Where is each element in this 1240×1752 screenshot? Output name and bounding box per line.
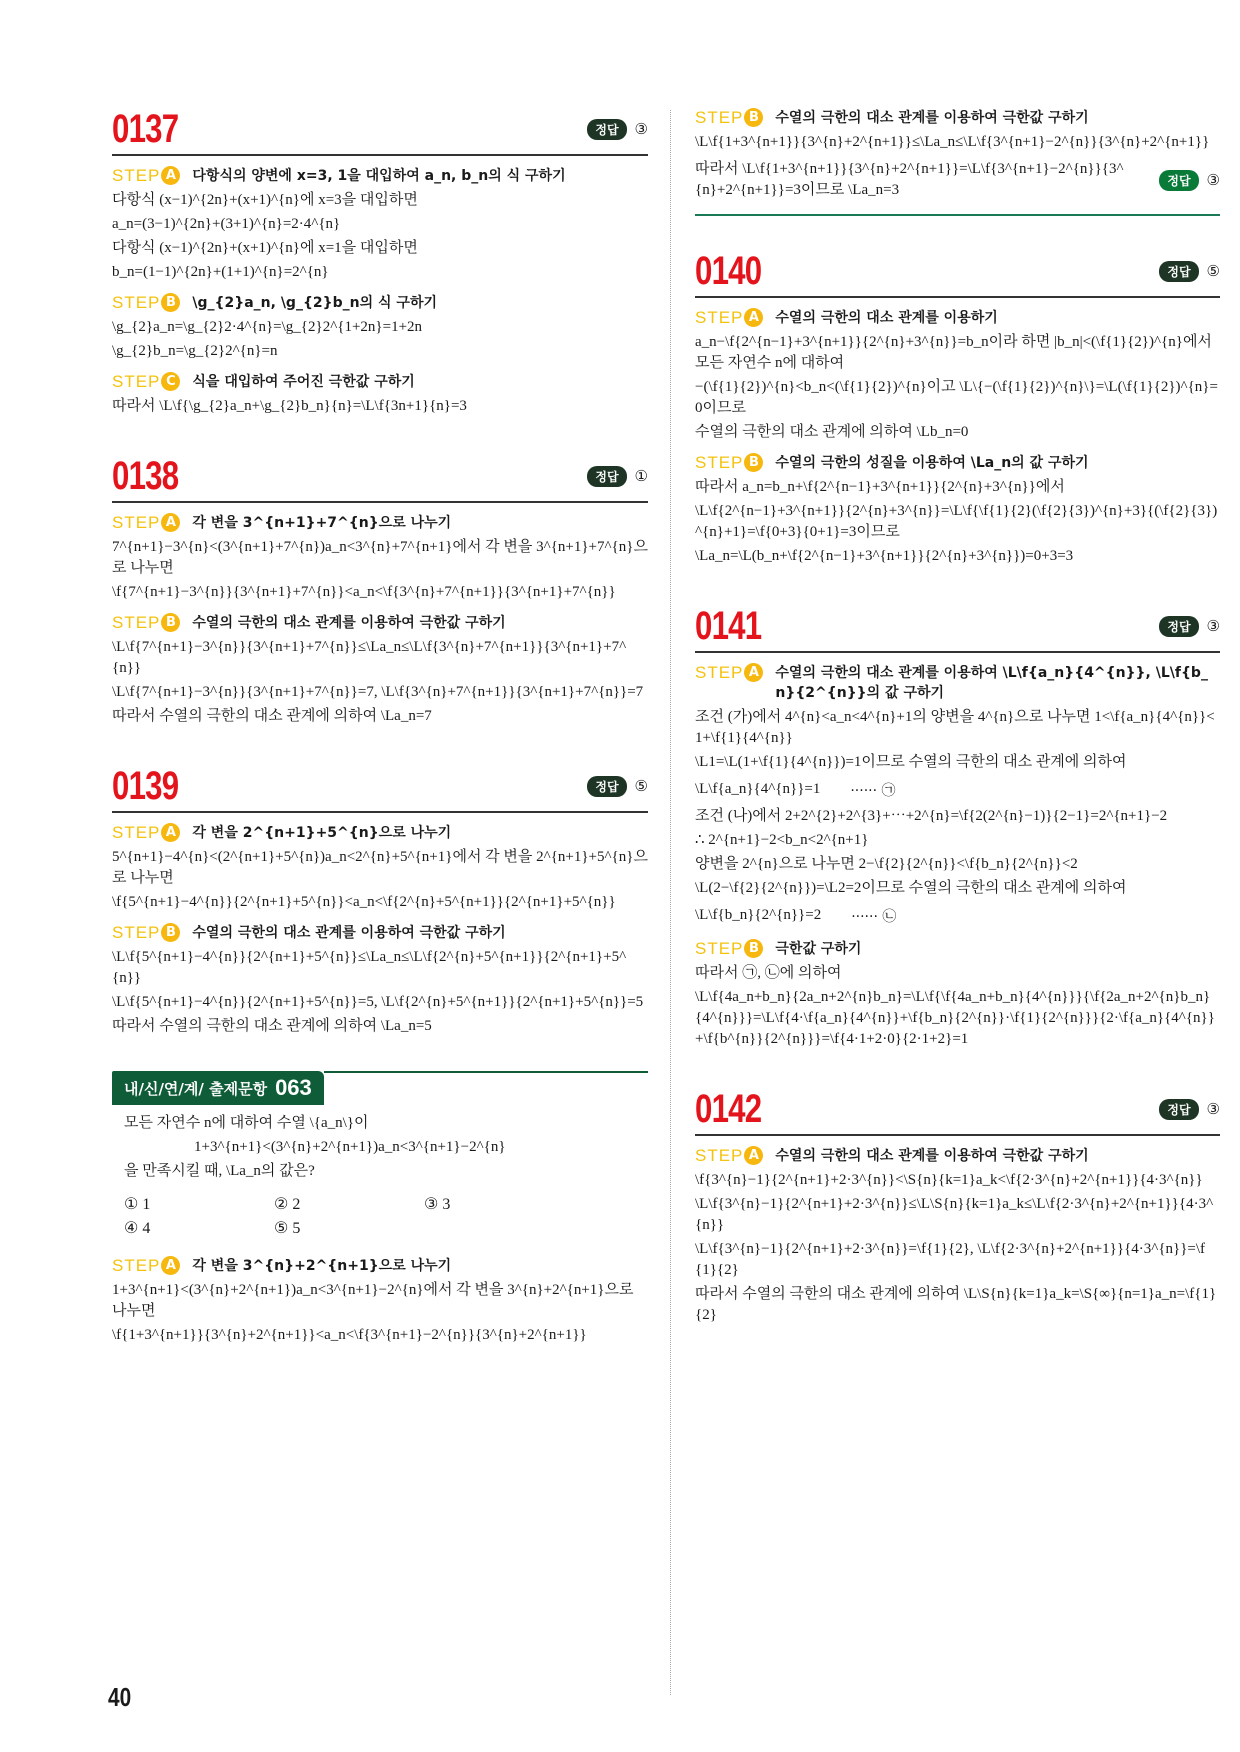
step-title: 각 변을 3^{n}+2^{n+1}으로 나누기 — [192, 1258, 452, 1274]
problem-number: 0138 — [112, 453, 179, 498]
step-word: STEP — [112, 823, 161, 842]
problem-header — [695, 1084, 1220, 1136]
solution-line: \L\f{a_n}{4^{n}}=1 — [695, 781, 821, 797]
linked-problem-banner-row — [112, 1071, 648, 1105]
solution-line: \L\f{1+3^{n+1}}{3^{n}+2^{n+1}}≤\La_n≤\L\f{3^{n+1}−2^{n}}{3^{n}+2^{n+1}} — [695, 134, 1210, 150]
problem-header — [695, 246, 1220, 298]
answer-badge — [1159, 170, 1220, 191]
banner-label: 내/신/연/계/ 출제문항 — [124, 1079, 268, 1098]
step-letter: A — [161, 513, 180, 532]
answer-value: ① — [634, 467, 648, 485]
answer-label: 정답 — [1159, 170, 1198, 191]
answer-options — [124, 1194, 648, 1238]
solution-line: 따라서 ㉠, ㉡에 의하여 — [695, 965, 842, 981]
step-title: 수열의 극한의 대소 관계를 이용하여 극한값 구하기 — [775, 110, 1089, 126]
step-letter: A — [744, 1146, 763, 1165]
step-letter: B — [744, 108, 763, 127]
solution-line: 수열의 극한의 대소 관계에 의하여 \Lb_n=0 — [695, 424, 969, 440]
solution-line: ∴ 2^{n+1}−2<b_n<2^{n+1} — [695, 832, 869, 848]
answer-badge — [1159, 1099, 1220, 1120]
solution-line: −(\f{1}{2})^{n}<b_n<(\f{1}{2})^{n}이고 \L\{−(\f{1}{2})^{n}\}=\L(\f{1}{2})^{n}=0이므로 — [695, 379, 1218, 416]
answer-label: 정답 — [587, 776, 626, 797]
solution-line: \L1=\L(1+\f{1}{4^{n}})=1이므로 수열의 극한의 대소 관계에 의하여 — [695, 754, 1127, 770]
answer-value: ③ — [1206, 171, 1220, 189]
step-header — [695, 308, 1220, 328]
solution-line: \L\f{7^{n+1}−3^{n}}{3^{n+1}+7^{n}}=7, \L\f{3^{n}+7^{n+1}}{3^{n+1}+7^{n}}=7 — [112, 684, 644, 700]
equation-marker: ······ ㉠ — [850, 782, 896, 799]
answer-label: 정답 — [587, 466, 626, 487]
step-header — [112, 372, 648, 392]
right-column — [695, 104, 1220, 1360]
step-letter: A — [161, 166, 180, 185]
problem-0142 — [695, 1084, 1220, 1326]
problem-header — [112, 451, 648, 503]
solution-line: b_n=(1−1)^{2n}+(1+1)^{n}=2^{n} — [112, 264, 329, 280]
solution-line: 따라서 \L\f{\g_{2}a_n+\g_{2}b_n}{n}=\L\f{3n+1}{n}=3 — [112, 398, 467, 414]
solution-line: \L\f{3^{n}−1}{2^{n+1}+2·3^{n}}=\f{1}{2}, \L\f{2·3^{n}+2^{n+1}}{4·3^{n}}=\f{1}{2} — [695, 1241, 1206, 1278]
answer-value: ⑤ — [1206, 262, 1220, 280]
solution-line: 따라서 \L\f{1+3^{n+1}}{3^{n}+2^{n+1}}=\L\f{3^{n+1}−2^{n}}{3^{n}+2^{n+1}}=3이므로 \La_n=3 — [695, 161, 1124, 198]
step-title: 각 변을 2^{n+1}+5^{n}으로 나누기 — [192, 825, 452, 841]
solution-line: 조건 (나)에서 2+2^{2}+2^{3}+⋯+2^{n}=\f{2(2^{n}−1)}{2−1}=2^{n+1}−2 — [695, 808, 1168, 824]
solution-line: 1+3^{n+1}<(3^{n}+2^{n+1})a_n<3^{n+1}−2^{n}에서 각 변을 3^{n}+2^{n+1}으로 나누면 — [112, 1282, 634, 1319]
answer-badge — [587, 776, 648, 797]
solution-line: \La_n=\L(b_n+\f{2^{n−1}+3^{n+1}}{2^{n}+3^{n}})=0+3=3 — [695, 548, 1074, 564]
step-title: 극한값 구하기 — [775, 941, 862, 957]
solution-line: \f{7^{n+1}−3^{n}}{3^{n+1}+7^{n}}<a_n<\f{3^{n}+7^{n+1}}{3^{n+1}+7^{n}} — [112, 584, 616, 600]
step-letter: B — [161, 293, 180, 312]
option-5: ⑤ 5 — [274, 1220, 301, 1237]
step-header — [112, 513, 648, 533]
banner-number: 063 — [275, 1075, 312, 1100]
problem-0138 — [112, 451, 648, 727]
column-divider — [670, 110, 671, 1695]
solution-line: 양변을 2^{n}으로 나누면 2−\f{2}{2^{n}}<\f{b_n}{2^{n}}<2 — [695, 856, 1078, 872]
option-4: ④ 4 — [124, 1220, 151, 1237]
step-title: \g_{2}a_n, \g_{2}b_n의 식 구하기 — [192, 295, 437, 311]
step-title: 수열의 극한의 성질을 이용하여 \La_n의 값 구하기 — [775, 455, 1089, 471]
solution-line: \L\f{b_n}{2^{n}}=2 — [695, 907, 822, 923]
step-title: 다항식의 양변에 x=3, 1을 대입하여 a_n, b_n의 식 구하기 — [192, 168, 566, 184]
problem-number: 0139 — [112, 763, 179, 808]
step-letter: C — [161, 372, 180, 391]
linked-problem-063-continued — [695, 108, 1220, 216]
solution-line: 따라서 수열의 극한의 대소 관계에 의하여 \La_n=5 — [112, 1018, 432, 1034]
option-1: ① 1 — [124, 1196, 151, 1213]
problem-header — [112, 104, 648, 156]
step-title: 수열의 극한의 대소 관계를 이용하여 극한값 구하기 — [775, 1148, 1089, 1164]
solution-line: 다항식 (x−1)^{2n}+(x+1)^{n}에 x=1을 대입하면 — [112, 240, 418, 256]
solution-line: \L\f{2^{n−1}+3^{n+1}}{2^{n}+3^{n}}=\L\f{\f{1}{2}(\f{2}{3})^{n}+3}{(\f{2}{3})^{n}+1}=\f{0+3}{0+1}=3이므로 — [695, 503, 1218, 540]
step-word: STEP — [112, 166, 161, 185]
question-line: 을 만족시킬 때, \La_n의 값은? — [124, 1163, 315, 1179]
step-title: 식을 대입하여 주어진 극한값 구하기 — [192, 374, 415, 390]
answer-value: ③ — [1206, 1100, 1220, 1118]
marked-line-row — [695, 776, 1220, 803]
solution-line: 조건 (가)에서 4^{n}<a_n<4^{n}+1의 양변을 4^{n}으로 나누면 1<\f{a_n}{4^{n}}<1+\f{1}{4^{n}} — [695, 709, 1215, 746]
solution-line: a_n=(3−1)^{2n}+(3+1)^{n}=2·4^{n} — [112, 216, 341, 232]
step-word: STEP — [112, 372, 161, 391]
solution-line: 따라서 수열의 극한의 대소 관계에 의하여 \La_n=7 — [112, 708, 432, 724]
step-word: STEP — [695, 108, 744, 127]
step-header — [112, 613, 648, 633]
step-letter: B — [744, 453, 763, 472]
solution-line: \f{3^{n}−1}{2^{n+1}+2·3^{n}}<\S{n}{k=1}a_k<\f{2·3^{n}+2^{n+1}}{4·3^{n}} — [695, 1172, 1203, 1188]
solution-line: 다항식 (x−1)^{2n}+(x+1)^{n}에 x=3을 대입하면 — [112, 192, 418, 208]
solution-line: \g_{2}b_n=\g_{2}2^{n}=n — [112, 343, 278, 359]
solution-line: 따라서 수열의 극한의 대소 관계에 의하여 \L\S{n}{k=1}a_k=\S{∞}{n=1}a_n=\f{1}{2} — [695, 1286, 1217, 1323]
step-header — [695, 1146, 1220, 1166]
step-header — [695, 939, 1220, 959]
answer-label: 정답 — [1159, 261, 1198, 282]
linked-problem-063 — [112, 1071, 648, 1346]
option-3: ③ 3 — [424, 1196, 451, 1213]
solution-line: 7^{n+1}−3^{n}<(3^{n+1}+7^{n})a_n<3^{n}+7^{n+1}에서 각 변을 3^{n+1}+7^{n}으로 나누면 — [112, 539, 648, 576]
step-word: STEP — [695, 1146, 744, 1165]
step-letter: A — [161, 823, 180, 842]
problem-header — [695, 601, 1220, 653]
linked-problem-banner — [112, 1071, 324, 1105]
answer-value: ⑤ — [634, 777, 648, 795]
answer-badge — [1159, 616, 1220, 637]
step-letter: A — [744, 663, 763, 682]
page-number: 40 — [108, 1682, 132, 1712]
answer-badge — [587, 119, 648, 140]
left-column — [112, 104, 648, 1380]
solution-line: \L\f{5^{n+1}−4^{n}}{2^{n+1}+5^{n}}≤\La_n≤\L\f{2^{n}+5^{n+1}}{2^{n+1}+5^{n}} — [112, 949, 627, 986]
step-header — [112, 293, 648, 313]
step-header — [112, 823, 648, 843]
solution-line: \f{1+3^{n+1}}{3^{n}+2^{n+1}}<a_n<\f{3^{n+1}−2^{n}}{3^{n}+2^{n+1}} — [112, 1327, 587, 1343]
step-word: STEP — [112, 513, 161, 532]
step-word: STEP — [695, 453, 744, 472]
solution-line: 5^{n+1}−4^{n}<(2^{n+1}+5^{n})a_n<2^{n}+5^{n+1}에서 각 변을 2^{n+1}+5^{n}으로 나누면 — [112, 849, 648, 886]
solution-line: \L\f{5^{n+1}−4^{n}}{2^{n+1}+5^{n}}=5, \L\f{2^{n}+5^{n+1}}{2^{n+1}+5^{n}}=5 — [112, 994, 644, 1010]
step-header — [112, 166, 648, 186]
section-rule — [695, 214, 1220, 216]
problem-number: 0142 — [695, 1086, 762, 1131]
solution-line: \L\f{3^{n}−1}{2^{n+1}+2·3^{n}}≤\L\S{n}{k=1}a_k≤\L\f{2·3^{n}+2^{n+1}}{4·3^{n}} — [695, 1196, 1214, 1233]
answer-badge — [587, 466, 648, 487]
step-letter: B — [744, 939, 763, 958]
step-word: STEP — [112, 613, 161, 632]
solution-line: \f{5^{n+1}−4^{n}}{2^{n+1}+5^{n}}<a_n<\f{2^{n}+5^{n+1}}{2^{n+1}+5^{n}} — [112, 894, 616, 910]
solution-line: a_n−\f{2^{n−1}+3^{n+1}}{2^{n}+3^{n}}=b_n이라 하면 |b_n|<(\f{1}{2})^{n}에서 모든 자연수 n에 대하여 — [695, 334, 1212, 371]
problem-0141 — [695, 601, 1220, 1050]
solution-line: \g_{2}a_n=\g_{2}2·4^{n}=\g_{2}2^{1+2n}=1+2n — [112, 319, 423, 335]
answer-value: ③ — [634, 120, 648, 138]
step-title: 수열의 극한의 대소 관계를 이용하여 극한값 구하기 — [192, 615, 506, 631]
problem-number: 0137 — [112, 106, 179, 151]
step-word: STEP — [112, 1256, 161, 1275]
option-2: ② 2 — [274, 1196, 301, 1213]
step-header — [695, 453, 1220, 473]
step-title: 각 변을 3^{n+1}+7^{n}으로 나누기 — [192, 515, 452, 531]
step-word: STEP — [695, 663, 744, 682]
problem-0140 — [695, 246, 1220, 567]
step-word: STEP — [695, 939, 744, 958]
step-title: 수열의 극한의 대소 관계를 이용하여 극한값 구하기 — [192, 925, 506, 941]
step-letter: A — [161, 1256, 180, 1275]
step-word: STEP — [695, 308, 744, 327]
problem-header — [112, 761, 648, 813]
equation-marker: ······ ㉡ — [851, 908, 897, 925]
problem-number: 0140 — [695, 248, 762, 293]
solution-line: \L\f{7^{n+1}−3^{n}}{3^{n+1}+7^{n}}≤\La_n≤\L\f{3^{n}+7^{n+1}}{3^{n+1}+7^{n}} — [112, 639, 627, 676]
solution-line: \L(2−\f{2}{2^{n}})=\L2=2이므로 수열의 극한의 대소 관계에 의하여 — [695, 880, 1127, 896]
answer-label: 정답 — [1159, 1099, 1198, 1120]
answer-badge — [1159, 261, 1220, 282]
problem-0137 — [112, 104, 648, 417]
step-title: 수열의 극한의 대소 관계를 이용하여 \L\f{a_n}{4^{n}}, \L\f{b_n}{2^{n}}의 값 구하기 — [775, 665, 1208, 701]
step-header — [695, 108, 1220, 128]
step-word: STEP — [112, 923, 161, 942]
step-header — [695, 663, 1220, 703]
step-header — [112, 1256, 648, 1276]
question-line: 1+3^{n+1}<(3^{n}+2^{n+1})a_n<3^{n+1}−2^{n} — [194, 1139, 506, 1155]
step-word: STEP — [112, 293, 161, 312]
question-line: 모든 자연수 n에 대하여 수열 \{a_n\}이 — [124, 1115, 369, 1131]
question — [124, 1113, 648, 1182]
step-letter: A — [744, 308, 763, 327]
step-title: 수열의 극한의 대소 관계를 이용하기 — [775, 310, 998, 326]
answer-label: 정답 — [1159, 616, 1198, 637]
banner-rule — [324, 1071, 648, 1073]
step-letter: B — [161, 613, 180, 632]
solution-line: \L\f{4a_n+b_n}{2a_n+2^{n}b_n}=\L\f{\f{4a_n+b_n}{4^{n}}}{\f{2a_n+2^{n}b_n}{4^{n}}}=\L\f{4·\f{a_n}{4^{n}}+\f{b_n}{2^{n}}·\f{1}{2^{n}}}{2·\f{a_n}{4^{n}}+\f{b^{n}}{2^{n}}}=\f{4·1+2·0}{2·1+2}=1 — [695, 989, 1215, 1047]
problem-number: 0141 — [695, 603, 762, 648]
final-line-row — [695, 156, 1220, 204]
answer-value: ③ — [1206, 617, 1220, 635]
problem-0139 — [112, 761, 648, 1037]
solution-line: 따라서 a_n=b_n+\f{2^{n−1}+3^{n+1}}{2^{n}+3^{n}}에서 — [695, 479, 1065, 495]
marked-line-row — [695, 902, 1220, 929]
step-letter: B — [161, 923, 180, 942]
answer-label: 정답 — [587, 119, 626, 140]
step-header — [112, 923, 648, 943]
